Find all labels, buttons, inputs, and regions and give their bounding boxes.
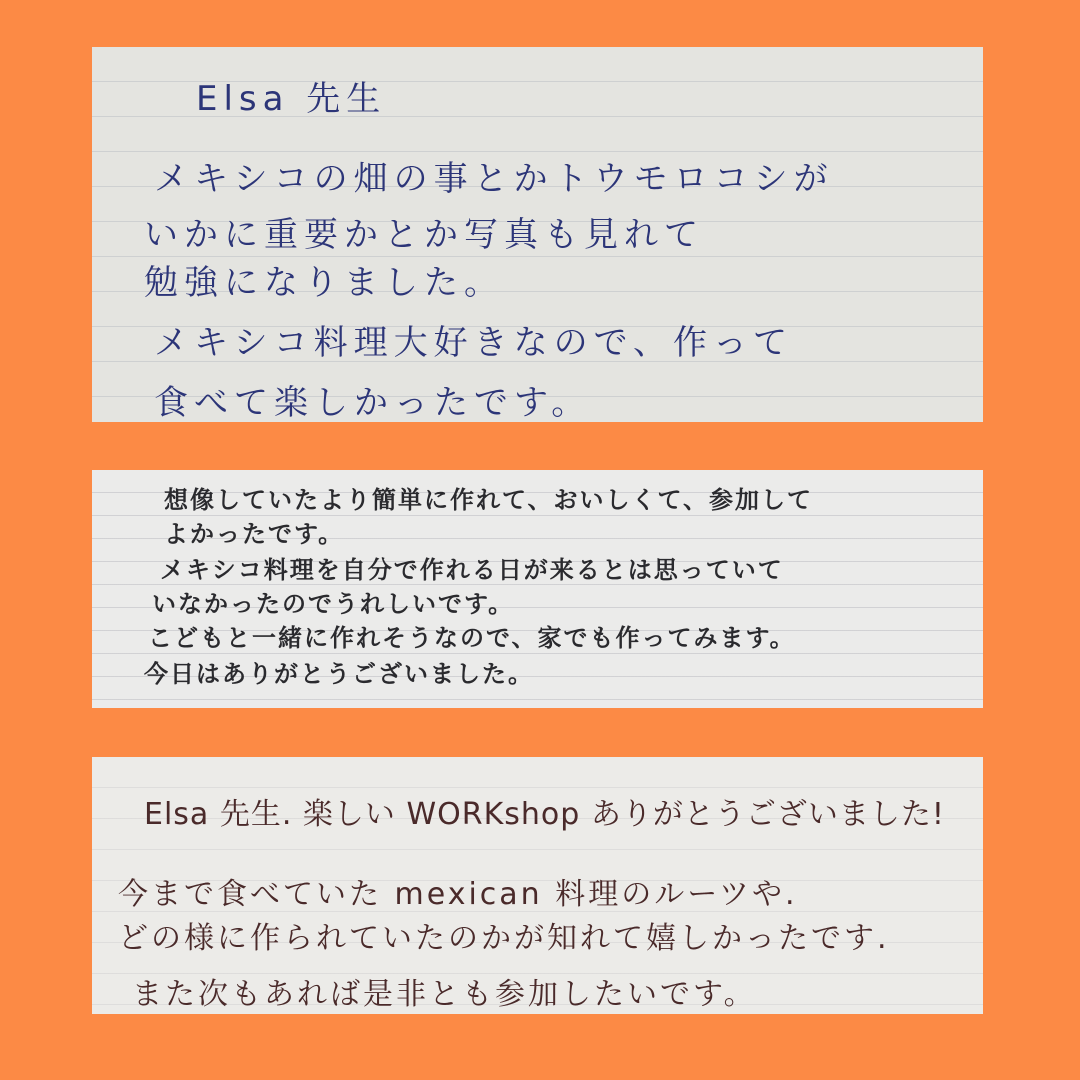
note-1-line: メキシコ料理大好きなので、作って bbox=[154, 323, 793, 363]
note-2-line: 今日はありがとうございました。 bbox=[144, 660, 534, 688]
note-2-line: こどもと一緒に作れそうなので、家でも作ってみます。 bbox=[148, 624, 796, 652]
handwritten-note-2 bbox=[92, 470, 983, 708]
note-1-greeting: Elsa 先生 bbox=[196, 79, 387, 119]
note-2-line: いなかったのでうれしいです。 bbox=[152, 590, 515, 618]
handwritten-note-3 bbox=[92, 757, 983, 1014]
note-3-line: どの様に作られていたのかが知れて嬉しかったです. bbox=[118, 921, 890, 956]
handwritten-note-1 bbox=[92, 47, 983, 422]
note-3-greeting: Elsa 先生. 楽しい WORKshop ありがとうございました! bbox=[144, 797, 945, 832]
note-1-line: 食べて楽しかったです。 bbox=[154, 383, 592, 422]
note-2-line: メキシコ料理を自分で作れる日が来るとは思っていて bbox=[160, 556, 784, 584]
note-1-line: いかに重要かとか写真も見れて bbox=[144, 215, 704, 255]
note-1-line: 勉強になりました。 bbox=[144, 263, 504, 303]
note-3-line: また次もあれば是非とも参加したいです。 bbox=[132, 977, 757, 1012]
note-3-line: 今まで食べていた mexican 料理のルーツや. bbox=[118, 877, 798, 912]
note-2-line: よかったです。 bbox=[164, 520, 345, 548]
note-2-line: 想像していたより簡単に作れて、おいしくて、参加して bbox=[164, 486, 814, 514]
note-1-line: メキシコの畑の事とかトウモロコシが bbox=[154, 159, 834, 199]
